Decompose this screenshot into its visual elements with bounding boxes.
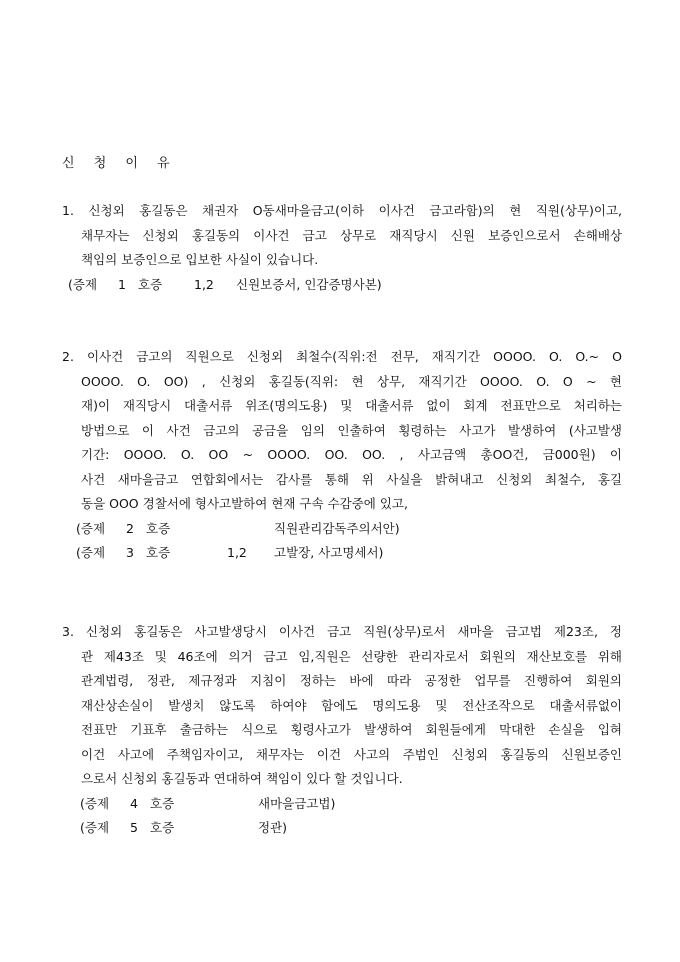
evidence-open: (증제: [80, 820, 110, 835]
evidence-label: 호증: [138, 276, 163, 292]
evidence-description: 고발장, 사고명세서): [274, 545, 384, 560]
evidence-reference: [62, 541, 622, 566]
paragraph-line: OOOO. O. OO) , 신청외 홍길동(직위: 현 상무, 재직기간 OOOO. O. O ~ 현: [81, 373, 622, 389]
paragraph-line: 기간: OOOO. O. OO ~ OOOO. OO. OO. , 사고금액 총OO건, 금000원) 이: [81, 447, 622, 462]
evidence-number: 4: [130, 795, 138, 811]
paragraph-line: 재)이 재직당시 대출서류 위조(명의도용) 및 대출서류 없이 회계 전표만으로 처리하는: [81, 398, 622, 413]
reason-section-1: [62, 199, 622, 297]
evidence-sub: 1,2: [227, 545, 247, 560]
paragraph-line: 채무자는 신청외 홍길동의 이사건 금고 상무로 재직당시 신원 보증인으로서 손해배상: [81, 227, 622, 243]
evidence-label: 호증: [146, 520, 171, 536]
evidence-description: 새마을금고법): [258, 795, 336, 811]
evidence-reference: [62, 792, 622, 817]
paragraph-line: 동을 OOO 경찰서에 형사고발하여 현재 구속 수감중에 있고,: [81, 496, 408, 511]
evidence-open: (증제: [80, 795, 110, 811]
evidence-reference: [62, 273, 622, 298]
evidence-open: (증제: [76, 520, 106, 536]
paragraph-line: 으로서 신청외 홍길동과 연대하여 책임이 있다 할 것입니다.: [81, 771, 403, 786]
evidence-open: (증제: [76, 545, 106, 560]
evidence-label: 호증: [146, 545, 171, 560]
paragraph-line: 이건 사고에 주책임자이고, 채무자는 이건 사고의 주범인 신청외 홍길동의 신원보증인: [81, 746, 622, 762]
evidence-reference: [62, 517, 622, 542]
document-heading: 신 청 이 유: [62, 156, 171, 171]
evidence-number: 3: [126, 545, 134, 560]
reason-section-3: [62, 620, 622, 841]
evidence-sub: 1,2: [194, 276, 214, 292]
paragraph-line: 관 제43조 및 46조에 의거 금고 임,직원은 선량한 관리자로서 회원의 재산보호를 위해: [81, 648, 622, 664]
evidence-open: (증제: [68, 276, 98, 292]
evidence-label: 호증: [150, 820, 175, 835]
evidence-description: 신원보증서, 인감증명사본): [236, 276, 382, 292]
paragraph-line: 3. 신청외 홍길동은 사고발생당시 이사건 금고 직원(상무)로서 새마을 금고법 제23조, 정: [62, 624, 622, 639]
evidence-number: 2: [126, 520, 134, 536]
paragraph-line: 전표만 기표후 출금하는 식으로 횡령사고가 발생하여 회원들에게 막대한 손실을 입혀: [81, 722, 622, 737]
paragraph-line: 2. 이사건 금고의 직원으로 신청외 최철수(직위:전 전무, 재직기간 OOOO. O. O.~ O: [62, 349, 622, 364]
paragraph-line: 책임의 보증인으로 입보한 사실이 있습니다.: [81, 252, 319, 267]
paragraph-line: 사건 새마을금고 연합회에서는 감사를 통해 위 사실을 밝혀내고 신청외 최철수, 홍길: [81, 471, 622, 487]
evidence-description: 정관): [258, 820, 288, 835]
paragraph-line: 관계법령, 정관, 제규정과 지침이 정하는 바에 따라 공정한 업무를 진행하여 회원의: [81, 673, 622, 688]
evidence-reference: [62, 816, 622, 841]
evidence-number: 1: [118, 276, 126, 292]
evidence-description: 직원관리감독주의서안): [274, 520, 400, 536]
paragraph-line: 1. 신청외 홍길동은 채권자 O동새마을금고(이하 이사건 금고라함)의 현 직원(상무)이고,: [62, 203, 622, 218]
reason-section-2: [62, 345, 622, 566]
evidence-label: 호증: [150, 795, 175, 811]
evidence-number: 5: [130, 820, 138, 835]
paragraph-line: 재산상손실이 발생치 않도록 하여야 함에도 명의도용 및 전산조작으로 대출서류없이: [81, 697, 622, 713]
paragraph-line: 방법으로 이 사건 금고의 공금을 임의 인출하여 횡령하는 사고가 발생하여 (사고발생: [81, 422, 622, 438]
